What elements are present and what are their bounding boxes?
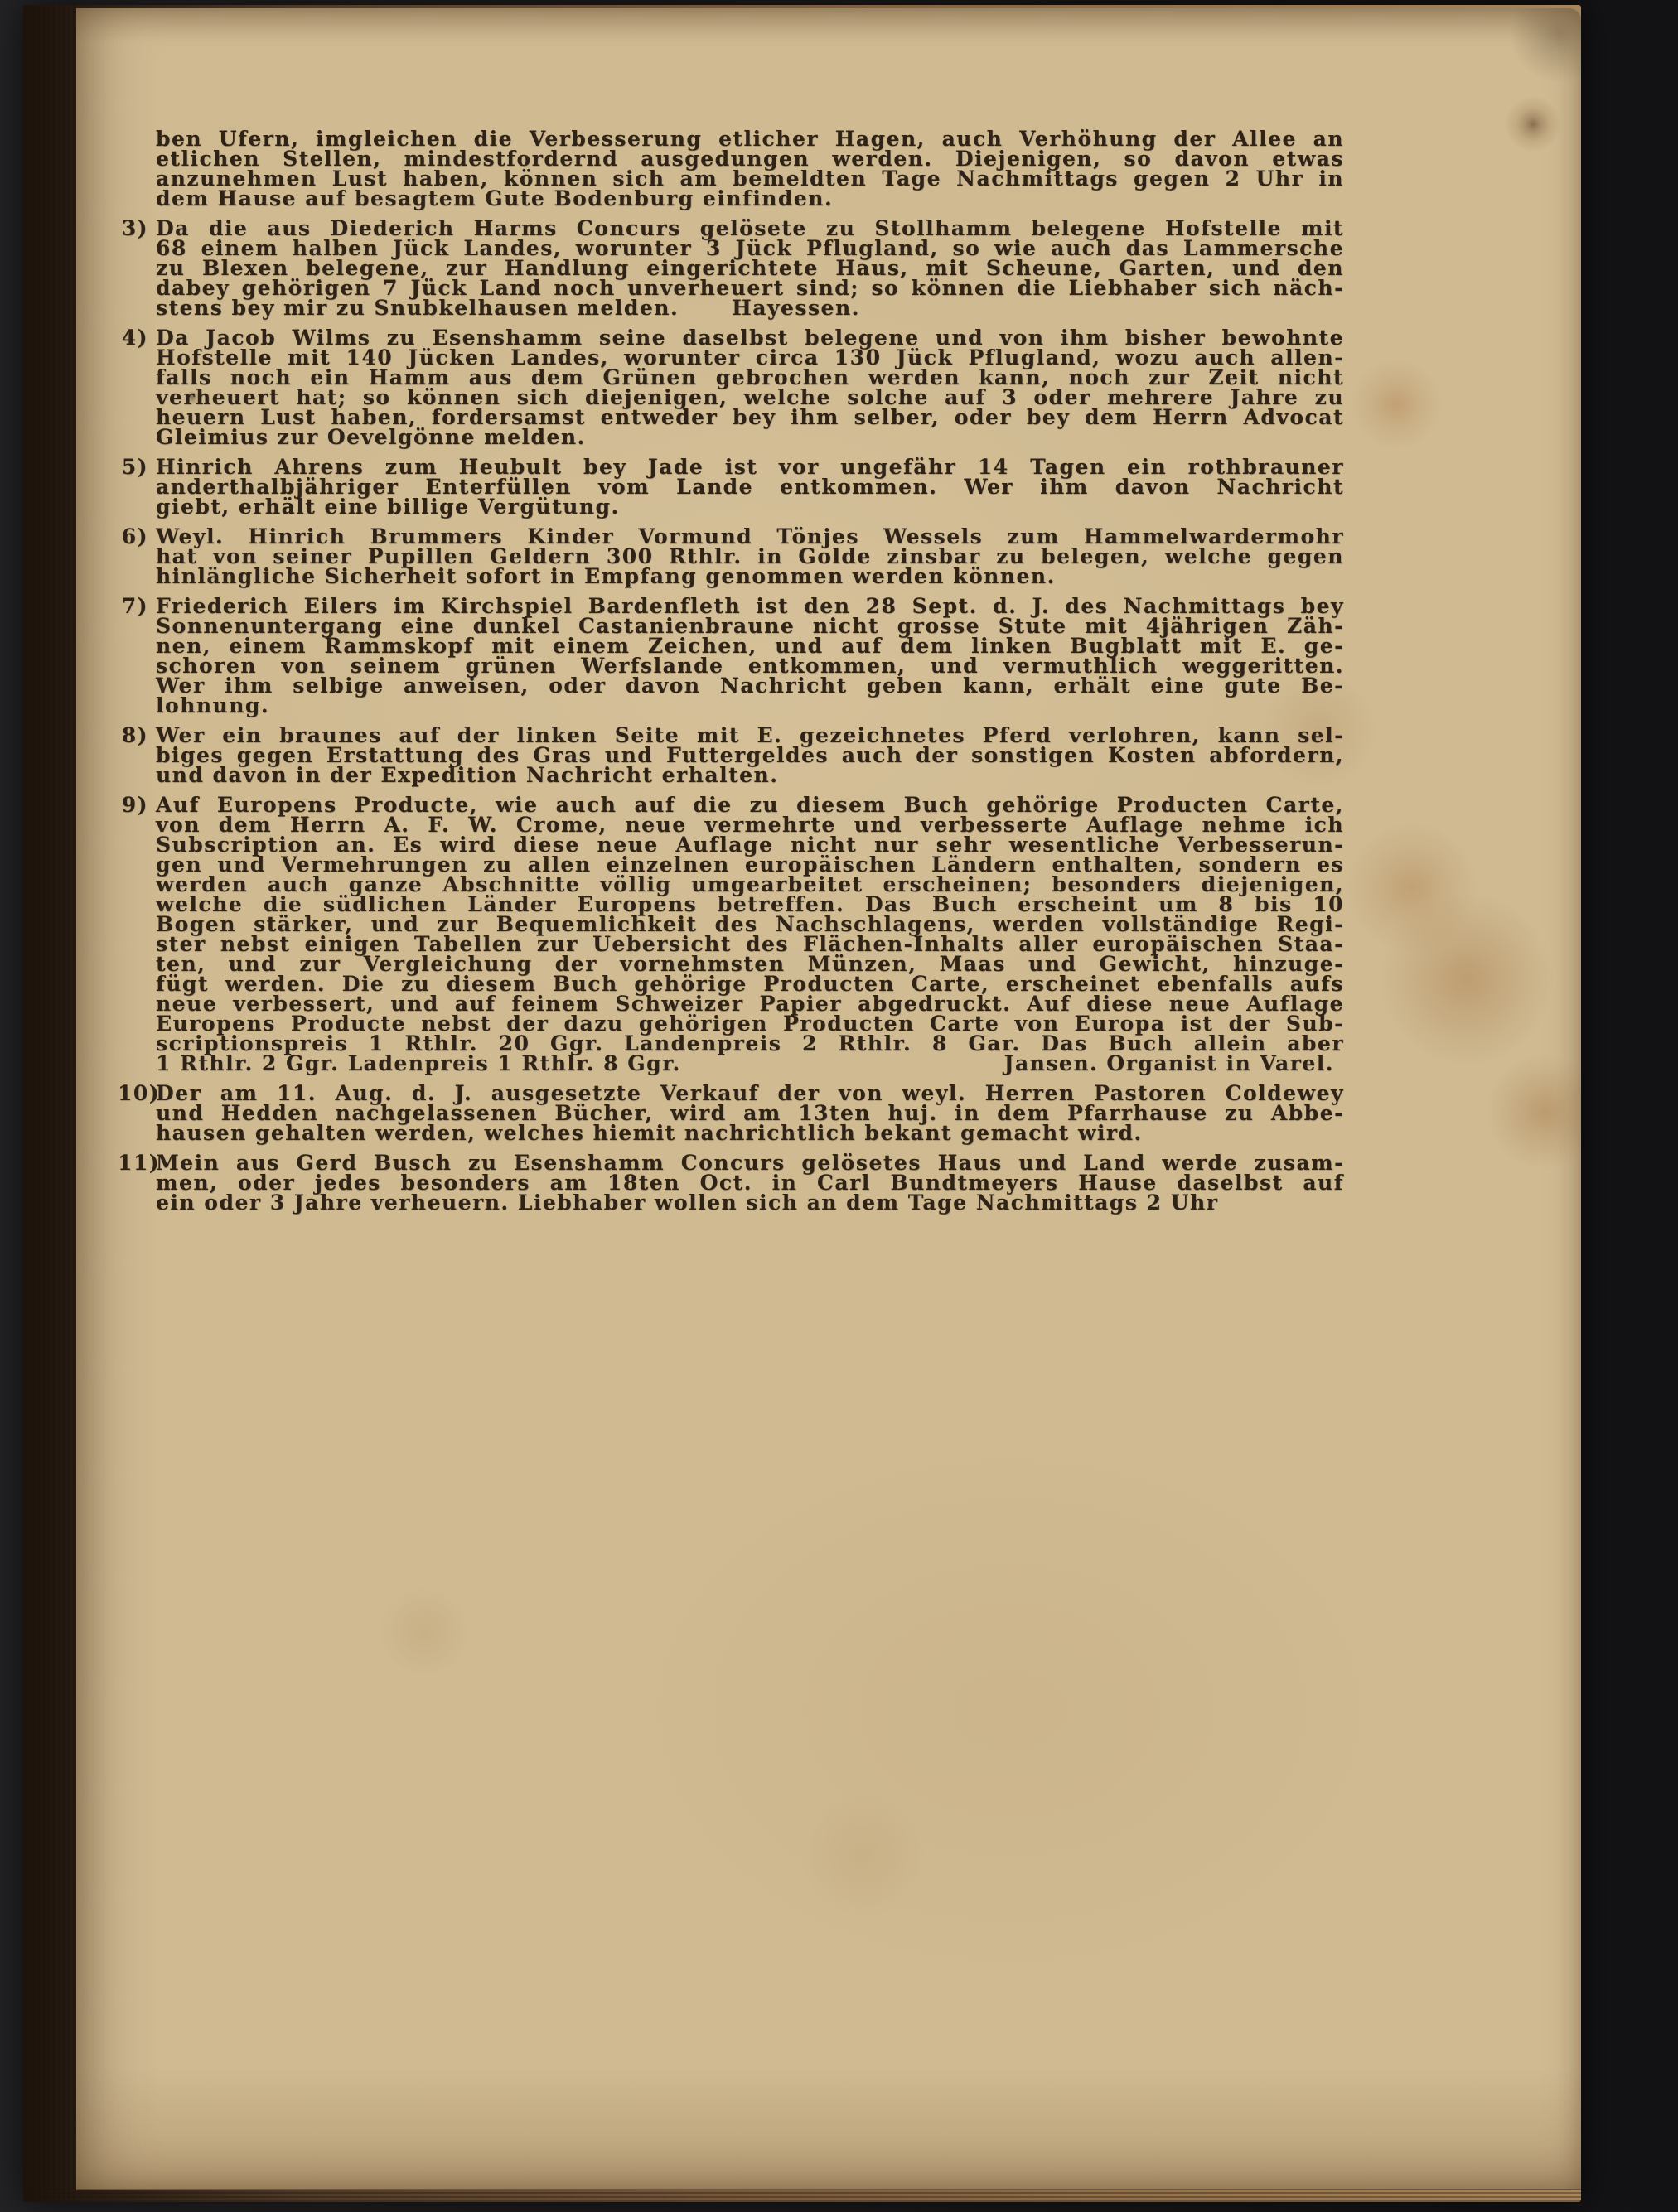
paragraph-number: 3) (121, 216, 148, 240)
text-line (156, 1051, 1344, 1075)
text-line: Da die aus Diederich Harms Concurs gelösete zu Stollhamm belegene Hofstelle mit (156, 216, 1344, 240)
paragraph (118, 524, 1344, 588)
paragraph-number: 6) (121, 524, 148, 548)
paragraph (118, 596, 1344, 716)
text-line: Wer ein braunes auf der linken Seite mit E. gezeichnetes Pferd verlohren, kann sel- (156, 723, 1344, 747)
paragraph-number: 8) (121, 723, 148, 747)
text-line: men, oder jedes besonders am 18ten Oct. in Carl Bundtmeyers Hause daselbst auf (156, 1171, 1344, 1195)
text-line-content: 1 Rthlr. 2 Ggr. Ladenpreis 1 Rthlr. 8 Ggr. (156, 1051, 681, 1075)
text-line: und Hedden nachgelassenen Bücher, wird am 13ten huj. in dem Pfarrhause zu Abbe- (156, 1101, 1344, 1125)
text-line: biges gegen Erstattung des Gras und Futtergeldes auch der sonstigen Kosten abfordern, (156, 743, 1344, 767)
text-line: anderthalbjähriger Enterfüllen vom Lande entkommen. Wer ihm davon Nachricht (156, 475, 1344, 499)
text-line: welche die südlichen Länder Europens betreffen. Das Buch erscheint um 8 bis 10 (156, 892, 1344, 916)
text-line: etlichen Stellen, mindestfordernd ausgedungen werden. Diejenigen, so davon etwas (156, 147, 1344, 171)
text-column (118, 129, 1344, 1223)
text-line: Der am 11. Aug. d. J. ausgesetzte Verkauf der von weyl. Herren Pastoren Coldewey (156, 1081, 1344, 1105)
text-line: ten, und zur Vergleichung der vornehmsten Münzen, Maas und Gewicht, hinzuge- (156, 952, 1344, 976)
text-line: fügt werden. Die zu diesem Buch gehörige Producten Carte, erscheinet ebenfalls aufs (156, 972, 1344, 996)
text-line: verheuert hat; so können sich diejenigen, welche solche auf 3 oder mehrere Jahre zu (156, 385, 1344, 409)
text-line: schoren von seinem grünen Werfslande entkommen, und vermuthlich weggeritten. (156, 654, 1344, 678)
text-line: falls noch ein Hamm aus dem Grünen gebrochen werden kann, noch zur Zeit nicht (156, 365, 1344, 389)
text-line: hinlängliche Sicherheit sofort in Empfang genommen werden können. (156, 564, 1056, 588)
text-line: heuern Lust haben, fordersamst entweder bey ihm selber, oder bey dem Herrn Advocat (156, 405, 1344, 429)
text-line: lohnung. (156, 693, 270, 717)
paragraph-number: 4) (121, 326, 148, 350)
paragraph-number: 5) (121, 455, 148, 479)
paragraph-number: 11) (118, 1151, 161, 1175)
paragraph-lines (156, 1081, 1344, 1145)
book (23, 5, 1581, 2202)
paragraph (118, 328, 1344, 447)
text-line: von dem Herrn A. F. W. Crome, neue vermehrte und verbesserte Auflage nehme ich (156, 813, 1344, 837)
text-line: Wer ihm selbige anweisen, oder davon Nachricht geben kann, erhält eine gute Be- (156, 674, 1344, 698)
paragraph-lines (156, 723, 1344, 787)
text-line-content: stens bey mir zu Snubkelhausen melden. (156, 296, 679, 320)
text-line: dabey gehörigen 7 Jück Land noch unverheuert sind; so können die Liebhaber sich näch- (156, 276, 1344, 300)
paragraph-lines (156, 129, 1344, 209)
text-line: 68 einem halben Jück Landes, worunter 3 Jück Pflugland, so wie auch das Lammersche (156, 236, 1344, 260)
text-line: gen und Vermehrungen zu allen einzelnen europäischen Ländern enthalten, sondern es (156, 852, 1344, 877)
text-line: Hofstelle mit 140 Jücken Landes, worunter circa 130 Jück Pflugland, wozu auch allen- (156, 345, 1344, 369)
paragraph (118, 795, 1344, 1074)
paragraph-lines (156, 328, 1344, 447)
paragraph-number: 7) (121, 594, 148, 618)
paragraph (118, 216, 1344, 320)
paragraph (118, 1153, 1344, 1213)
text-line: ein oder 3 Jahre verheuern. Liebhaber wollen sich an dem Tage Nachmittags 2 Uhr (156, 1191, 1219, 1215)
text-line: Friederich Eilers im Kirchspiel Bardenfleth ist den 28 Sept. d. J. des Nachmittags bey (156, 594, 1344, 618)
text-line (156, 298, 1344, 318)
text-line: anzunehmen Lust haben, können sich am bemeldten Tage Nachmittags gegen 2 Uhr in (156, 167, 1344, 191)
text-line: Europens Producte nebst der dazu gehörigen Producten Carte von Europa ist der Sub- (156, 1012, 1344, 1036)
text-line: Subscription an. Es wird diese neue Auflage nicht nur sehr wesentliche Verbesserun- (156, 833, 1344, 857)
text-line: Gleimius zur Oevelgönne melden. (156, 425, 586, 449)
text-line: und davon in der Expedition Nachricht erhalten. (156, 763, 779, 787)
paragraph-lines (156, 216, 1344, 320)
text-line: Mein aus Gerd Busch zu Esenshamm Concurs gelösetes Haus und Land werde zusam- (156, 1151, 1344, 1175)
text-line: hausen gehalten werden, welches hiemit nachrichtlich bekant gemacht wird. (156, 1121, 1143, 1145)
text-line: neue verbessert, und auf feinem Schweizer Papier abgedruckt. Auf diese neue Auflage (156, 992, 1344, 1016)
text-line: Weyl. Hinrich Brummers Kinder Vormund Tönjes Wessels zum Hammelwardermohr (156, 524, 1344, 548)
text-line: Auf Europens Producte, wie auch auf die zu diesem Buch gehörige Producten Carte, (156, 793, 1344, 817)
paragraph (118, 457, 1344, 517)
paragraph (118, 723, 1344, 787)
text-line: giebt, erhält eine billige Vergütung. (156, 495, 620, 519)
signature: Jansen. Organist in Varel. (1003, 1051, 1334, 1075)
paragraph-lines (156, 524, 1344, 588)
text-line: nen, einem Rammskopf mit einem Zeichen, und auf dem linken Bugblatt mit E. ge- (156, 634, 1344, 658)
paragraph (118, 129, 1344, 209)
signature: Hayessen. (732, 296, 860, 320)
page (76, 8, 1581, 2190)
text-line: zu Blexen belegene, zur Handlung eingerichtete Haus, mit Scheune, Garten, und den (156, 256, 1344, 280)
paragraph-lines (156, 1153, 1344, 1213)
text-line: Hinrich Ahrens zum Heubult bey Jade ist vor ungefähr 14 Tagen ein rothbrauner (156, 455, 1344, 479)
text-line: werden auch ganze Abschnitte völlig umgearbeitet erscheinen; besonders diejenigen, (156, 872, 1344, 896)
text-line: Bogen stärker, und zur Bequemlichkeit des Nachschlagens, werden vollständige Regi- (156, 912, 1344, 936)
paragraph (118, 1081, 1344, 1145)
paragraph-lines (156, 596, 1344, 716)
paragraph-lines (156, 795, 1344, 1074)
paragraph-number: 10) (118, 1081, 161, 1105)
paragraph-lines (156, 457, 1344, 517)
text-line: ben Ufern, imgleichen die Verbesserung etlicher Hagen, auch Verhöhung der Allee an (156, 127, 1344, 151)
paragraph-number: 9) (121, 793, 148, 817)
paragraph-number (118, 129, 156, 209)
text-line: dem Hause auf besagtem Gute Bodenburg einfinden. (156, 186, 834, 210)
text-line: hat von seiner Pupillen Geldern 300 Rthlr. in Golde zinsbar zu belegen, welche gegen (156, 544, 1344, 568)
text-line: Da Jacob Wilms zu Esenshamm seine daselbst belegene und von ihm bisher bewohnte (156, 326, 1344, 350)
text-line: ster nebst einigen Tabellen zur Uebersicht des Flächen-Inhalts aller europäischen Staa- (156, 932, 1344, 956)
text-line: Sonnenuntergang eine dunkel Castanienbraune nicht grosse Stute mit 4jährigen Zäh- (156, 614, 1344, 638)
text-line: scriptionspreis 1 Rthlr. 20 Ggr. Landenpreis 2 Rthlr. 8 Gar. Das Buch allein aber (156, 1031, 1344, 1055)
